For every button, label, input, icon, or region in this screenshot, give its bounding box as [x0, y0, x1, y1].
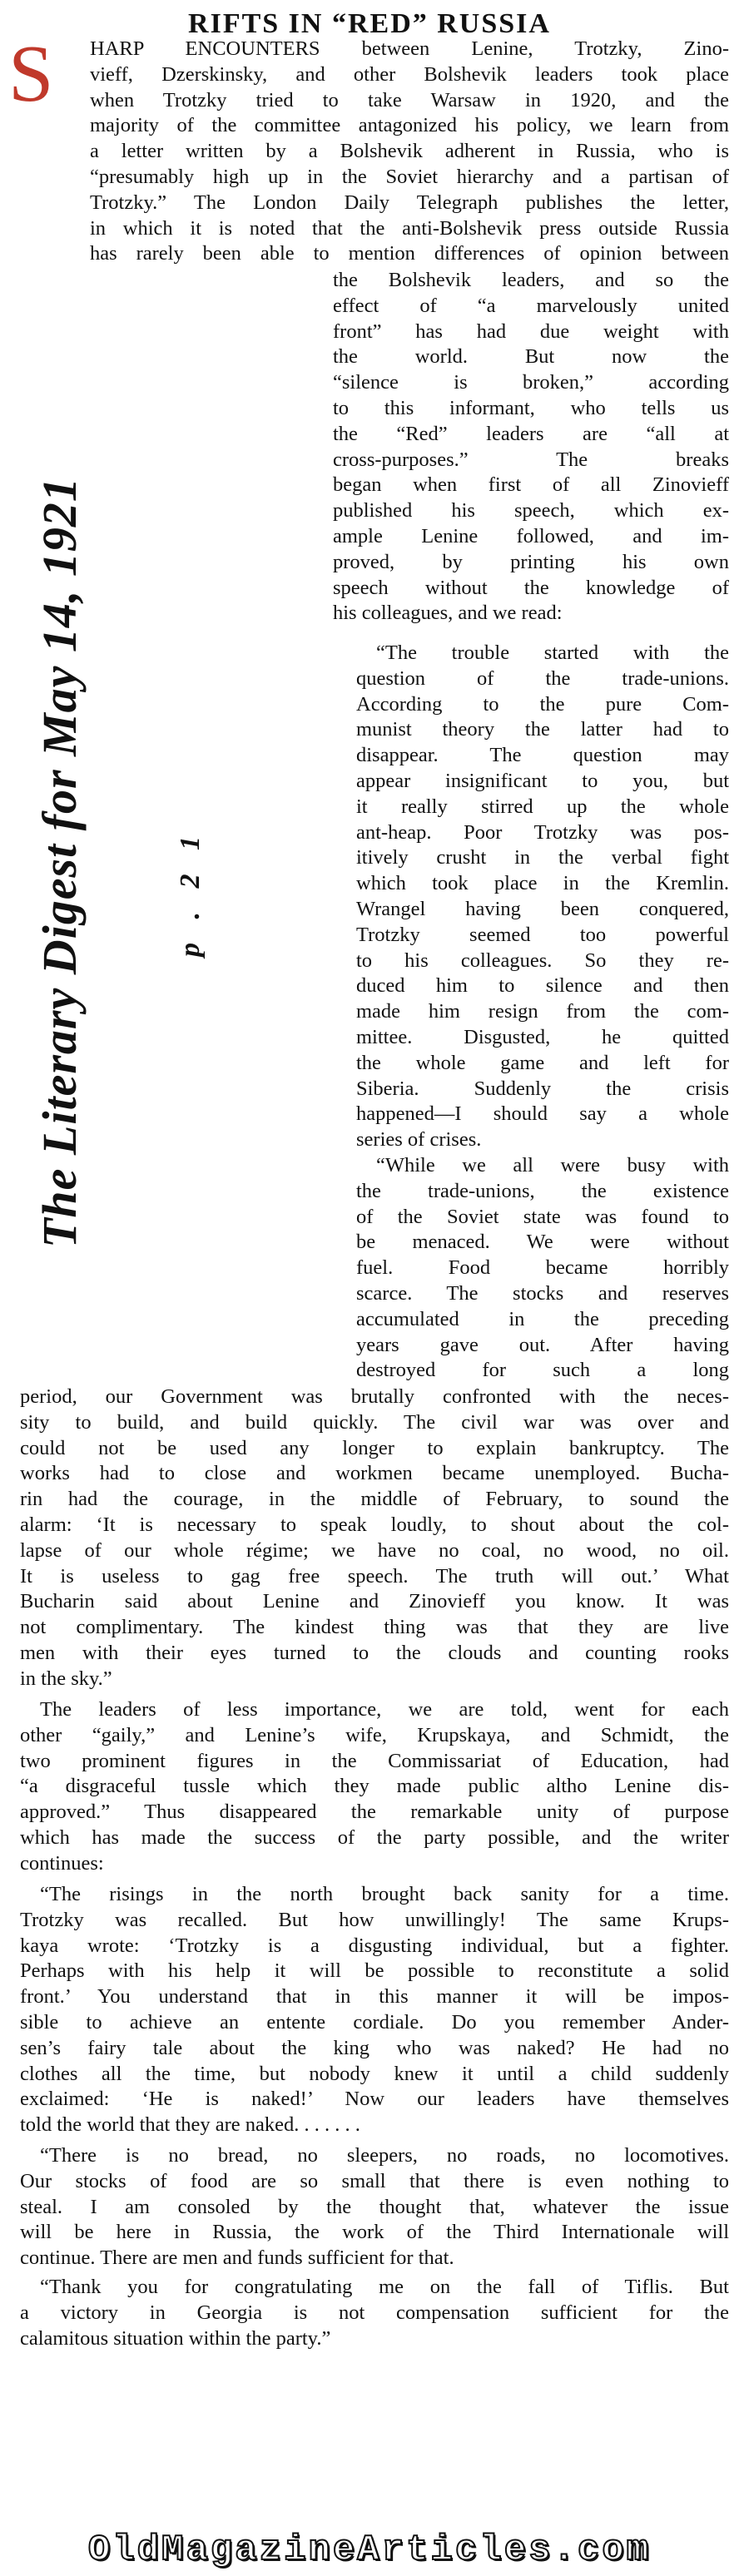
text-line: “a disgraceful tussle which they made public altho Lenine dis-: [20, 1775, 729, 1798]
text-line: lapse of our whole régime; we have no coal, no wood, no oil.: [20, 1538, 729, 1562]
text-line: made him resign from the com-: [356, 1000, 729, 1023]
text-line: a letter written by a Bolshevik adherent in Russia, who is: [90, 140, 729, 163]
text-line: exclaimed: ‘He is naked!’ Now our leaders have themselves: [20, 2088, 729, 2111]
text-line: a victory in Georgia is not compensation sufficient for the: [20, 2301, 729, 2324]
quote-soviet-state-narrow: [356, 1153, 729, 1384]
text-line: Bucharin said about Lenine and Zinovieff you know. It was: [20, 1590, 729, 1613]
text-line: happened—I should say a whole: [356, 1102, 729, 1126]
text-line: scarce. The stocks and reserves: [356, 1281, 729, 1305]
text-line: has rarely been able to mention differences of opinion between: [90, 242, 729, 265]
text-line: itively crusht in the verbal fight: [356, 846, 729, 869]
text-line: “presumably high up in the Soviet hierarchy and a partisan of: [90, 165, 729, 188]
text-line: in which it is noted that the anti-Bolshevik press outside Russia: [90, 216, 729, 240]
text-line: ant-heap. Poor Trotzky was pos-: [356, 820, 729, 844]
quote-no-bread: [20, 2143, 729, 2271]
text-line: destroyed for such a long: [356, 1359, 729, 1382]
quote-trade-unions: [356, 641, 729, 1153]
drop-cap: S: [8, 29, 54, 119]
text-line: series of crises.: [356, 1128, 482, 1152]
text-line: continues:: [20, 1851, 104, 1875]
narrow-paragraph: [333, 268, 729, 627]
text-line: continue. There are men and funds sufficient for that.: [20, 2247, 454, 2270]
text-line: accumulated in the preceding: [356, 1307, 729, 1330]
text-line: could not be used any longer to explain bankruptcy. The: [20, 1436, 729, 1459]
text-line: “There is no bread, no sleepers, no roads, no locomotives.: [40, 2144, 729, 2167]
text-line: period, our Government was brutally confronted with the neces-: [20, 1385, 729, 1408]
text-line: which has made the success of the party possible, and the writer: [20, 1825, 729, 1849]
paragraph-leaders: [20, 1697, 729, 1877]
text-line: Trotzky seemed too powerful: [356, 923, 729, 946]
text-line: Wrangel having been conquered,: [356, 897, 729, 920]
text-line: fuel. Food became horribly: [356, 1256, 729, 1280]
text-line: munist theory the latter had to: [356, 718, 729, 741]
text-line: told the world that they are naked. . . . . . .: [20, 2113, 360, 2137]
text-line: the “Red” leaders are “all at: [333, 422, 729, 445]
text-line: Our stocks of food are so small that there is even nothing to: [20, 2169, 729, 2192]
text-line: kaya wrote: ‘Trotzky is a disgusting individual, but a fighter.: [20, 1934, 729, 1957]
text-line: “Thank you for congratulating me on the fall of Tiflis. But: [40, 2276, 729, 2298]
quote-tiflis: [20, 2275, 729, 2351]
text-line: it really stirred up the whole: [356, 795, 729, 818]
text-line: works had to close and workmen became unemployed. Bucha-: [20, 1462, 729, 1485]
site-watermark: OldMagazineArticles.com: [87, 2529, 652, 2571]
text-line: vieff, Dzerskinsky, and other Bolshevik leaders took place: [90, 62, 729, 86]
text-line: the whole game and left for: [356, 1051, 729, 1074]
text-line: HARP ENCOUNTERS between Lenine, Trotzky, Zino-: [90, 37, 729, 60]
text-line: speech without the knowledge of: [333, 576, 729, 599]
text-line: men with their eyes turned to the clouds and counting rooks: [20, 1641, 729, 1664]
text-line: in the sky.”: [20, 1667, 112, 1690]
text-line: which took place in the Kremlin.: [356, 872, 729, 895]
text-line: years gave out. After having: [356, 1333, 729, 1356]
sidebar-source-citation: The Literary Digest for May 14, 1921: [32, 477, 87, 1248]
text-line: published his speech, which ex-: [333, 499, 729, 523]
text-line: the world. But now the: [333, 345, 729, 369]
text-line: disappear. The question may: [356, 744, 729, 767]
text-line: began when first of all Zinovieff: [333, 473, 729, 497]
text-line: sible to achieve an entente cordiale. Do you remember Ander-: [20, 2010, 729, 2034]
text-line: mittee. Disgusted, he quitted: [356, 1025, 729, 1048]
text-line: majority of the committee antagonized his policy, we learn from: [90, 114, 729, 137]
text-line: It is useless to gag free speech. The truth will out.’ What: [20, 1564, 729, 1588]
text-line: be menaced. We were without: [356, 1231, 729, 1254]
text-line: front” has had due weight with: [333, 320, 729, 343]
text-line: appear insignificant to you, but: [356, 769, 729, 792]
text-line: when Trotzky tried to take Warsaw in 1920, and the: [90, 88, 729, 111]
article-title: RIFTS IN “RED” RUSSIA: [188, 8, 551, 39]
text-line: not complimentary. The kindest thing was that they are live: [20, 1616, 729, 1639]
quote-risings: [20, 1882, 729, 2138]
quote-soviet-state-wide: [20, 1385, 729, 1692]
text-line: question of the trade-unions.: [356, 666, 729, 690]
text-line: will be here in Russia, the work of the Third Internationale will: [20, 2221, 729, 2244]
sidebar-page-number: p . 2 1: [175, 828, 206, 957]
text-line: sity to build, and build quickly. The civil war was over and: [20, 1410, 729, 1434]
text-line: sen’s fairy tale about the king who was naked? He had no: [20, 2036, 729, 2059]
text-line: two prominent figures in the Commissariat of Education, had: [20, 1749, 729, 1772]
text-line: “The risings in the north brought back sanity for a time.: [40, 1883, 729, 1905]
text-line: steal. I am consoled by the thought that, whatever the issue: [20, 2195, 729, 2218]
text-line: to this informant, who tells us: [333, 396, 729, 419]
text-line: Siberia. Suddenly the crisis: [356, 1077, 729, 1100]
text-line: “The trouble started with the: [376, 642, 729, 664]
text-line: Perhaps with his help it will be possible to reconstitute a solid: [20, 1959, 729, 1983]
text-line: clothes all the time, but nobody knew it until a child suddenly: [20, 2062, 729, 2085]
text-line: cross-purposes.” The breaks: [333, 448, 729, 471]
text-line: other “gaily,” and Lenine’s wife, Krupskaya, and Schmidt, the: [20, 1723, 729, 1746]
text-line: ample Lenine followed, and im-: [333, 524, 729, 547]
text-line: rin had the courage, in the middle of February, to sound the: [20, 1488, 729, 1511]
intro-paragraph: [90, 37, 729, 267]
text-line: According to the pure Com-: [356, 692, 729, 716]
text-line: duced him to silence and then: [356, 974, 729, 998]
text-line: of the Soviet state was found to: [356, 1205, 729, 1228]
text-line: the Bolshevik leaders, and so the: [333, 269, 729, 291]
text-line: “silence is broken,” according: [333, 371, 729, 394]
text-line: “While we all were busy with: [376, 1154, 729, 1177]
text-line: his colleagues, and we read:: [333, 602, 563, 625]
text-line: calamitous situation within the party.”: [20, 2326, 331, 2350]
text-line: The leaders of less importance, we are told, went for each: [40, 1698, 729, 1721]
text-line: to his colleagues. So they re-: [356, 949, 729, 972]
text-line: approved.” Thus disappeared the remarkable unity of purpose: [20, 1801, 729, 1824]
text-line: front.’ You understand that in this manner it will be impos-: [20, 1985, 729, 2009]
text-line: alarm: ‘It is necessary to speak loudly, to shout about the col-: [20, 1513, 729, 1536]
text-line: Trotzky was recalled. But how unwillingly! The same Krups-: [20, 1908, 729, 1931]
text-line: the trade-unions, the existence: [356, 1179, 729, 1202]
text-line: proved, by printing his own: [333, 550, 729, 573]
text-line: Trotzky.” The London Daily Telegraph publishes the letter,: [90, 191, 729, 214]
text-line: effect of “a marvelously united: [333, 294, 729, 317]
